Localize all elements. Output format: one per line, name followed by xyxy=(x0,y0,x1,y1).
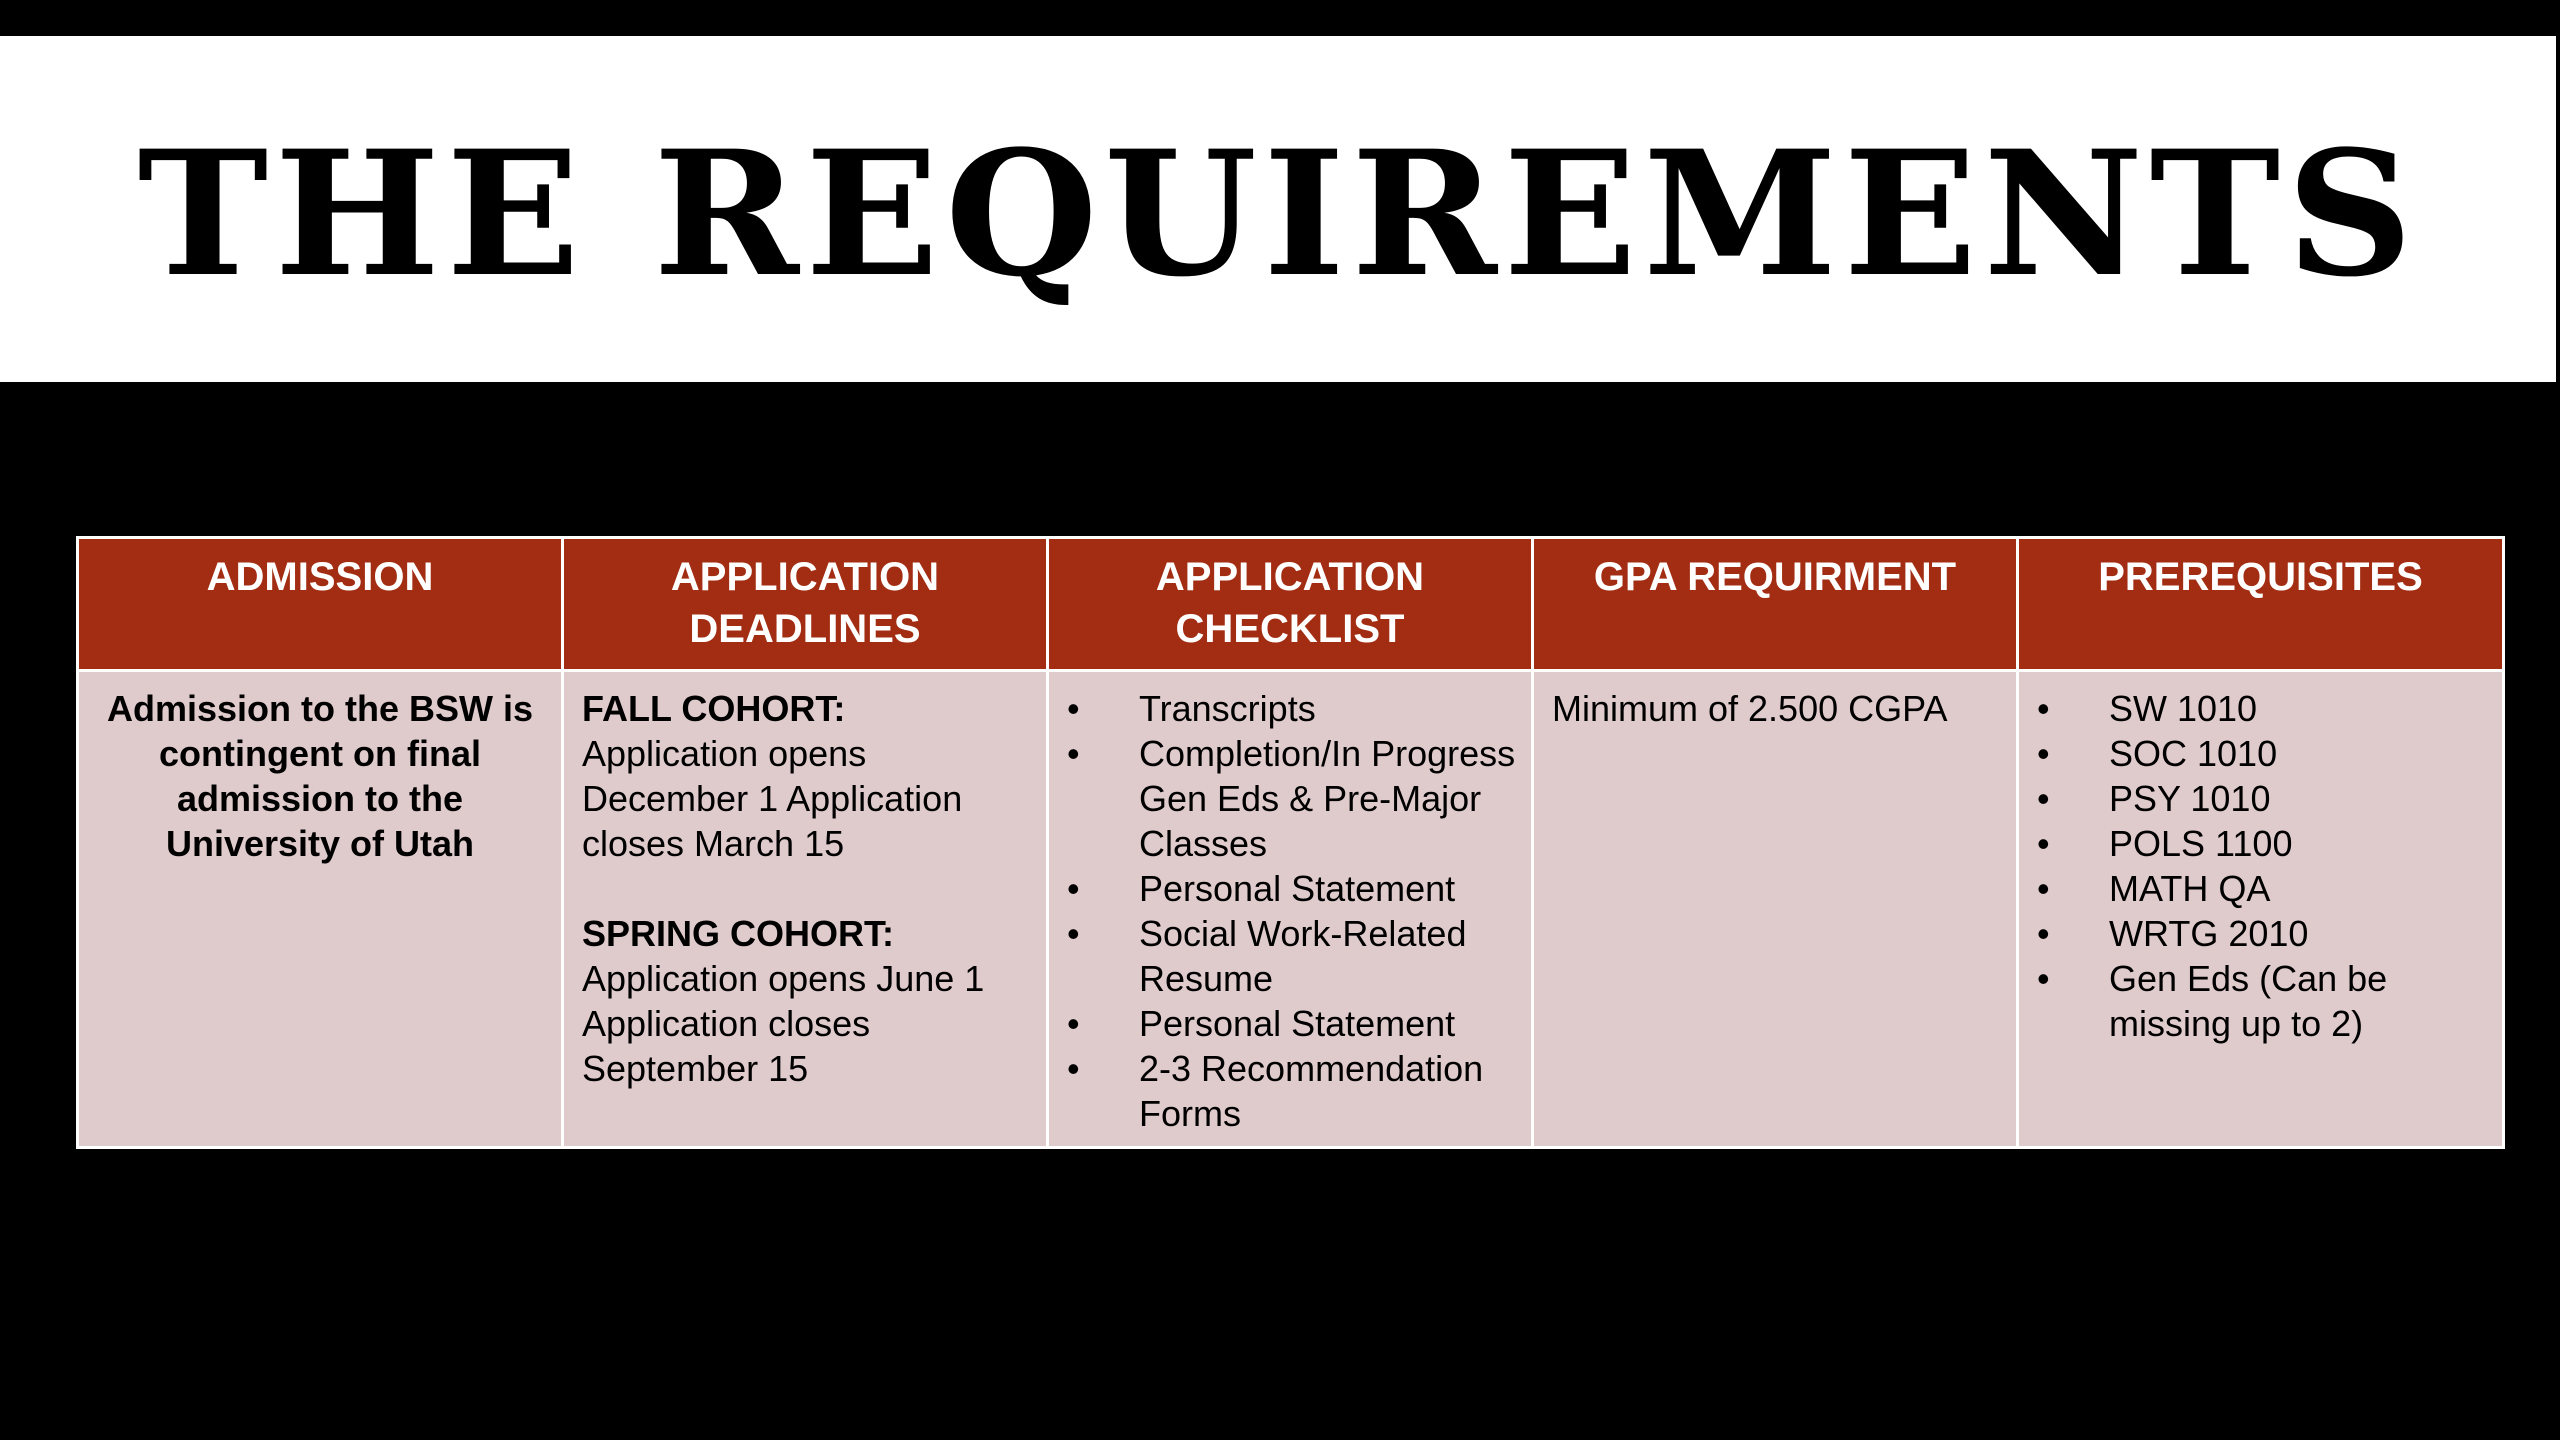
list-item: • Personal Statement xyxy=(1067,866,1521,911)
list-item: • SOC 1010 xyxy=(2037,731,2492,776)
slide-title: THE REQUIREMENTS xyxy=(137,112,2419,315)
table-header-row xyxy=(78,538,2504,671)
list-item: • PSY 1010 xyxy=(2037,776,2492,821)
fall-cohort xyxy=(582,686,1036,866)
spring-cohort xyxy=(582,911,1036,1091)
list-item: • POLS 1100 xyxy=(2037,821,2492,866)
list-item: • WRTG 2010 xyxy=(2037,911,2492,956)
header-admission: ADMISSION xyxy=(78,538,563,671)
header-application-checklist: APPLICATION CHECKLIST xyxy=(1048,538,1533,671)
header-gpa-requirement: GPA REQUIRMENT xyxy=(1533,538,2018,671)
spring-cohort-dates: Application opens June 1 Application closes September 15 xyxy=(582,958,985,1089)
gpa-cell: Minimum of 2.500 CGPA xyxy=(1533,671,2018,1148)
fall-cohort-heading: FALL COHORT: xyxy=(582,688,846,729)
deadlines-cell xyxy=(563,671,1048,1148)
checklist-list xyxy=(1067,686,1521,1136)
list-item: • Social Work-Related Resume xyxy=(1067,911,1521,1001)
list-item: • Gen Eds (Can be missing up to 2) xyxy=(2037,956,2492,1046)
list-item: • Personal Statement xyxy=(1067,1001,1521,1046)
header-prerequisites: PREREQUISITES xyxy=(2018,538,2504,671)
list-item: • Transcripts xyxy=(1067,686,1521,731)
list-item: • 2-3 Recommendation Forms xyxy=(1067,1046,1521,1136)
spring-cohort-heading: SPRING COHORT: xyxy=(582,913,895,954)
header-application-deadlines: APPLICATION DEADLINES xyxy=(563,538,1048,671)
list-item: • SW 1010 xyxy=(2037,686,2492,731)
requirements-table xyxy=(76,536,2505,1149)
fall-cohort-dates: Application opens December 1 Application closes March 15 xyxy=(582,733,963,864)
prerequisites-cell xyxy=(2018,671,2504,1148)
table-row xyxy=(78,671,2504,1148)
prerequisites-list xyxy=(2037,686,2492,1046)
checklist-cell xyxy=(1048,671,1533,1148)
list-item: • Completion/In Progress Gen Eds & Pre-Major Classes xyxy=(1067,731,1521,866)
title-band xyxy=(0,36,2556,382)
list-item: • MATH QA xyxy=(2037,866,2492,911)
admission-cell: Admission to the BSW is contingent on final admission to the University of Utah xyxy=(78,671,563,1148)
